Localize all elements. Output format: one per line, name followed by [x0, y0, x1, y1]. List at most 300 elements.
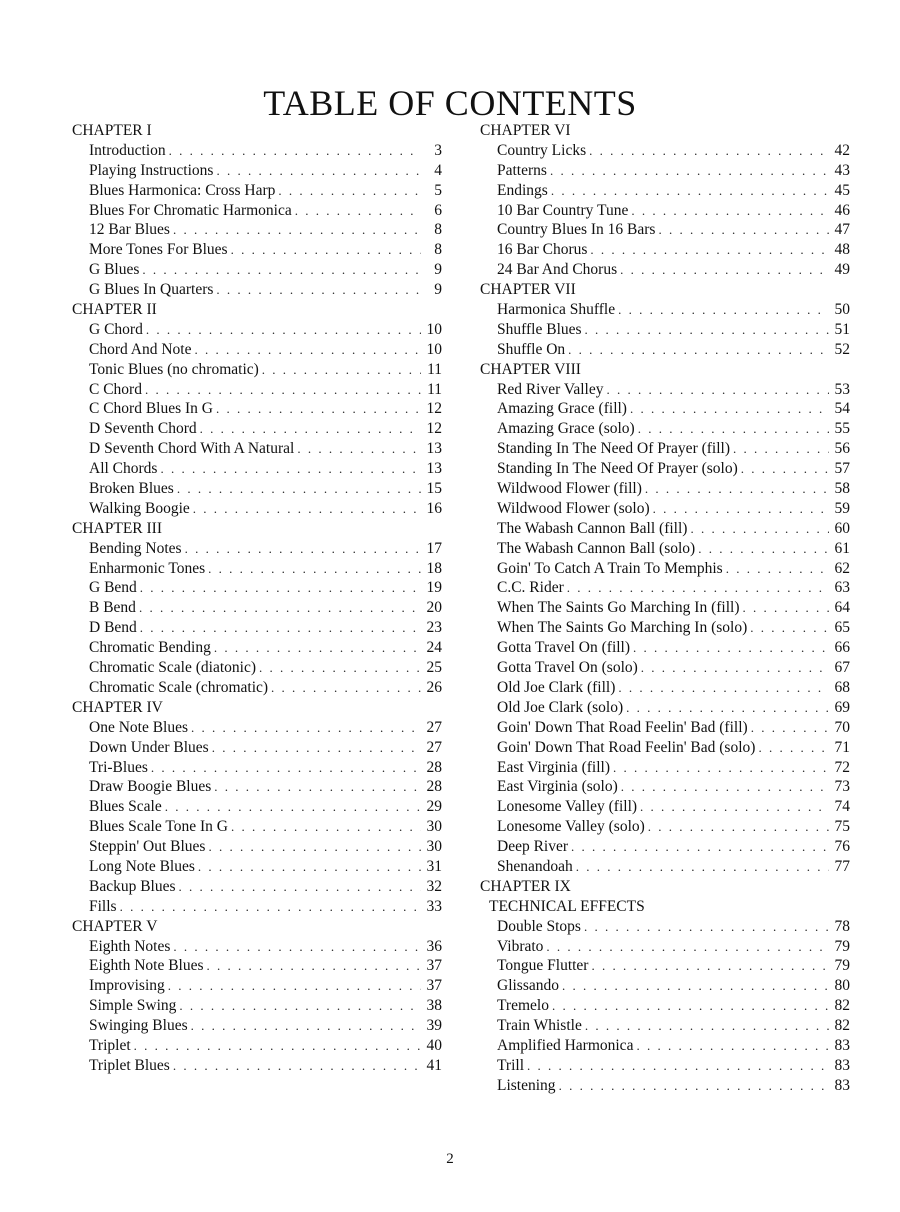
chapter-label: CHAPTER IX — [480, 877, 571, 895]
toc-entry-title: Country Licks — [497, 141, 587, 159]
toc-entry-page: 4 — [434, 161, 442, 179]
toc-entry — [480, 658, 850, 678]
toc-entry-title: Vibrato — [497, 937, 544, 955]
dot-leader — [606, 380, 829, 400]
toc-entry — [480, 340, 850, 360]
toc-entry-title: D Seventh Chord — [89, 420, 197, 438]
dot-leader — [200, 419, 421, 439]
dot-leader — [208, 837, 421, 857]
toc-entry-title: East Virginia (fill) — [497, 758, 611, 776]
toc-entry-page: 73 — [834, 778, 850, 796]
toc-entry-page: 59 — [834, 499, 850, 517]
dot-leader — [621, 777, 829, 797]
dot-leader — [620, 260, 829, 280]
toc-entry — [480, 559, 850, 579]
toc-entry — [72, 360, 442, 380]
toc-entry-title: Eighth Note Blues — [89, 957, 204, 975]
toc-entry — [480, 1036, 850, 1056]
dot-leader — [185, 539, 421, 559]
toc-entry-page: 76 — [834, 838, 850, 856]
chapter-label: CHAPTER III — [72, 519, 162, 537]
toc-entry-page: 10 — [426, 340, 442, 358]
toc-entry-page: 63 — [834, 579, 850, 597]
dot-leader — [589, 141, 829, 161]
dot-leader — [177, 479, 421, 499]
dot-leader — [559, 1076, 829, 1096]
dot-leader — [758, 738, 829, 758]
toc-entry — [480, 260, 850, 280]
toc-entry-page: 27 — [426, 718, 442, 736]
chapter-label: CHAPTER VIII — [480, 360, 581, 378]
dot-leader — [751, 718, 829, 738]
dot-leader — [633, 638, 829, 658]
toc-entry-title: C Chord — [89, 380, 142, 398]
dot-leader — [630, 399, 829, 419]
toc-entry-page: 32 — [426, 877, 442, 895]
dot-leader — [638, 419, 829, 439]
toc-entry-page: 3 — [434, 141, 442, 159]
chapter-label: CHAPTER IV — [72, 698, 163, 716]
toc-entry-page: 41 — [426, 1056, 442, 1074]
toc-entry — [480, 220, 850, 240]
toc-entry — [480, 678, 850, 698]
toc-entry — [480, 937, 850, 957]
toc-entry — [72, 718, 442, 738]
toc-entry-page: 30 — [426, 838, 442, 856]
toc-entry-title: Tongue Flutter — [497, 957, 589, 975]
section-heading — [480, 897, 850, 917]
chapter-heading — [480, 360, 850, 380]
toc-entry — [72, 240, 442, 260]
toc-entry-title: 16 Bar Chorus — [497, 241, 588, 259]
toc-entry-page: 47 — [834, 221, 850, 239]
toc-entry-page: 23 — [426, 619, 442, 637]
toc-entry-title: One Note Blues — [89, 718, 189, 736]
dot-leader — [173, 220, 421, 240]
toc-entry — [72, 141, 442, 161]
toc-entry — [480, 499, 850, 519]
toc-entry — [72, 439, 442, 459]
chapter-heading — [72, 519, 442, 539]
toc-entry-title: C.C. Rider — [497, 579, 564, 597]
toc-entry — [72, 658, 442, 678]
toc-entry-title: Triplet Blues — [89, 1056, 170, 1074]
toc-entry-page: 55 — [834, 420, 850, 438]
chapter-label: CHAPTER V — [72, 917, 158, 935]
toc-entry-title: C Chord Blues In G — [89, 400, 213, 418]
toc-entry-page: 28 — [426, 778, 442, 796]
toc-entry-title: Harmonica Shuffle — [497, 301, 616, 319]
dot-leader — [198, 857, 421, 877]
toc-entry-page: 75 — [834, 818, 850, 836]
toc-entry-page: 57 — [834, 460, 850, 478]
toc-entry-page: 38 — [426, 997, 442, 1015]
toc-entry — [480, 618, 850, 638]
toc-entry-page: 16 — [426, 499, 442, 517]
dot-leader — [160, 459, 421, 479]
toc-entry — [72, 559, 442, 579]
dot-leader — [743, 598, 830, 618]
toc-entry — [480, 439, 850, 459]
toc-entry-page: 8 — [434, 221, 442, 239]
dot-leader — [550, 161, 829, 181]
toc-entry-title: All Chords — [89, 460, 158, 478]
toc-entry-title: Trill — [497, 1056, 525, 1074]
toc-entry-title: Tremelo — [497, 997, 549, 1015]
toc-entry — [72, 220, 442, 240]
chapter-label: CHAPTER VI — [480, 122, 571, 139]
toc-entry — [480, 817, 850, 837]
dot-leader — [216, 399, 421, 419]
toc-entry-page: 51 — [834, 320, 850, 338]
toc-entry-page: 79 — [834, 937, 850, 955]
chapter-heading — [72, 698, 442, 718]
dot-leader — [295, 201, 421, 221]
toc-entry-title: Simple Swing — [89, 997, 177, 1015]
dot-leader — [640, 797, 829, 817]
toc-entry-page: 72 — [834, 758, 850, 776]
toc-entry-page: 9 — [434, 261, 442, 279]
toc-entry-title: When The Saints Go Marching In (fill) — [497, 599, 740, 617]
toc-entry-page: 37 — [426, 957, 442, 975]
toc-entry — [480, 399, 850, 419]
toc-entry-page: 48 — [834, 241, 850, 259]
toc-entry — [72, 857, 442, 877]
toc-entry-page: 66 — [834, 639, 850, 657]
dot-leader — [626, 698, 829, 718]
toc-entry-title: Backup Blues — [89, 877, 176, 895]
toc-entry — [72, 877, 442, 897]
dot-leader — [179, 996, 421, 1016]
toc-entry-title: When The Saints Go Marching In (solo) — [497, 619, 748, 637]
dot-leader — [690, 519, 829, 539]
toc-entry-page: 62 — [834, 559, 850, 577]
dot-leader — [216, 161, 421, 181]
toc-entry — [480, 638, 850, 658]
toc-entry — [72, 1056, 442, 1076]
dot-leader — [271, 678, 421, 698]
dot-leader — [631, 201, 829, 221]
toc-entry — [72, 320, 442, 340]
dot-leader — [259, 658, 421, 678]
toc-entry-page: 12 — [426, 400, 442, 418]
toc-entry-title: Wildwood Flower (solo) — [497, 499, 650, 517]
toc-entry — [72, 758, 442, 778]
dot-leader — [120, 897, 421, 917]
toc-entry-title: Draw Boogie Blues — [89, 778, 212, 796]
toc-entry-page: 60 — [834, 519, 850, 537]
toc-entry — [72, 638, 442, 658]
dot-leader — [168, 976, 421, 996]
chapter-heading — [72, 121, 442, 141]
toc-entry — [480, 718, 850, 738]
chapter-label: CHAPTER II — [72, 301, 157, 319]
toc-entry-title: Blues For Chromatic Harmonica — [89, 201, 292, 219]
dot-leader — [584, 917, 829, 937]
dot-leader — [216, 280, 421, 300]
toc-entry-page: 78 — [834, 917, 850, 935]
toc-entry — [480, 758, 850, 778]
toc-entry-page: 71 — [834, 738, 850, 756]
dot-leader — [165, 797, 421, 817]
toc-entry-page: 54 — [834, 400, 850, 418]
dot-leader — [648, 817, 829, 837]
toc-entry-page: 74 — [834, 798, 850, 816]
toc-entry-page: 33 — [426, 897, 442, 915]
toc-entry-title: Shenandoah — [497, 857, 573, 875]
dot-leader — [173, 1056, 421, 1076]
toc-entry-page: 56 — [834, 440, 850, 458]
toc-entry-title: D Bend — [89, 619, 137, 637]
chapter-heading — [480, 121, 850, 141]
toc-entry — [72, 1036, 442, 1056]
toc-entry — [72, 598, 442, 618]
toc-entry-title: Blues Harmonica: Cross Harp — [89, 181, 276, 199]
toc-entry-title: Endings — [497, 181, 548, 199]
toc-entry — [72, 419, 442, 439]
toc-right-column — [480, 121, 850, 1096]
toc-entry-page: 13 — [426, 440, 442, 458]
toc-entry-page: 13 — [426, 460, 442, 478]
dot-leader — [645, 479, 829, 499]
toc-entry — [72, 181, 442, 201]
toc-entry-page: 5 — [434, 181, 442, 199]
toc-entry — [480, 419, 850, 439]
toc-entry-title: Amazing Grace (fill) — [497, 400, 627, 418]
dot-leader — [169, 141, 421, 161]
toc-entry — [480, 797, 850, 817]
dot-leader — [613, 758, 829, 778]
toc-entry — [480, 956, 850, 976]
toc-entry-title: Train Whistle — [497, 1017, 582, 1035]
dot-leader — [179, 877, 421, 897]
toc-entry-page: 11 — [427, 360, 442, 378]
chapter-heading — [72, 300, 442, 320]
toc-entry — [480, 1016, 850, 1036]
toc-entry — [72, 956, 442, 976]
dot-leader — [562, 976, 829, 996]
toc-entry — [72, 380, 442, 400]
dot-leader — [297, 439, 421, 459]
toc-entry-title: Long Note Blues — [89, 857, 195, 875]
toc-entry-title: Deep River — [497, 838, 569, 856]
dot-leader — [741, 459, 829, 479]
toc-entry-page: 79 — [834, 957, 850, 975]
toc-entry-title: Red River Valley — [497, 380, 604, 398]
chapter-heading — [72, 917, 442, 937]
toc-entry-page: 50 — [834, 301, 850, 319]
dot-leader — [591, 956, 829, 976]
toc-entry — [480, 996, 850, 1016]
toc-entry-title: D Seventh Chord With A Natural — [89, 440, 295, 458]
toc-entry-title: Goin' Down That Road Feelin' Bad (fill) — [497, 718, 748, 736]
dot-leader — [140, 618, 421, 638]
toc-entry-title: Old Joe Clark (fill) — [497, 678, 616, 696]
toc-entry-title: Standing In The Need Of Prayer (solo) — [497, 460, 738, 478]
toc-entry-page: 10 — [426, 320, 442, 338]
toc-entry-page: 82 — [834, 1017, 850, 1035]
toc-entry — [72, 996, 442, 1016]
toc-entry-page: 45 — [834, 181, 850, 199]
toc-entry-title: Eighth Notes — [89, 937, 171, 955]
toc-entry-page: 83 — [834, 1056, 850, 1074]
dot-leader — [527, 1056, 829, 1076]
toc-entry-title: Walking Boogie — [89, 499, 190, 517]
dot-leader — [585, 320, 829, 340]
toc-entry-title: Triplet — [89, 1036, 131, 1054]
toc-entry — [72, 837, 442, 857]
dot-leader — [571, 837, 829, 857]
toc-entry — [72, 539, 442, 559]
toc-entry-title: 24 Bar And Chorus — [497, 261, 618, 279]
toc-entry-page: 11 — [427, 380, 442, 398]
toc-entry-title: Chord And Note — [89, 340, 192, 358]
toc-entry — [72, 578, 442, 598]
toc-entry-title: Glissando — [497, 977, 559, 995]
toc-entry-page: 15 — [426, 480, 442, 498]
toc-entry-title: Double Stops — [497, 917, 581, 935]
dot-leader — [146, 320, 421, 340]
toc-entry — [72, 897, 442, 917]
toc-entry-title: Shuffle On — [497, 340, 566, 358]
toc-entry — [480, 539, 850, 559]
toc-entry — [72, 399, 442, 419]
toc-entry-page: 46 — [834, 201, 850, 219]
toc-entry — [72, 797, 442, 817]
toc-entry — [480, 1076, 850, 1096]
toc-entry-page: 53 — [834, 380, 850, 398]
toc-entry — [72, 479, 442, 499]
toc-entry-title: Introduction — [89, 141, 166, 159]
toc-entry-title: G Blues In Quarters — [89, 281, 214, 299]
toc-entry — [480, 837, 850, 857]
toc-entry-title: Shuffle Blues — [497, 320, 582, 338]
toc-entry-page: 37 — [426, 977, 442, 995]
toc-entry-page: 18 — [426, 559, 442, 577]
toc-entry — [72, 201, 442, 221]
toc-entry — [480, 240, 850, 260]
toc-entry-title: Blues Scale Tone In G — [89, 818, 228, 836]
toc-entry-page: 19 — [426, 579, 442, 597]
toc-entry — [72, 1016, 442, 1036]
toc-entry — [480, 479, 850, 499]
toc-entry — [480, 181, 850, 201]
dot-leader — [658, 220, 829, 240]
toc-entry-page: 43 — [834, 161, 850, 179]
toc-entry-title: Tonic Blues (no chromatic) — [89, 360, 259, 378]
toc-entry-title: The Wabash Cannon Ball (fill) — [497, 519, 688, 537]
toc-entry — [480, 141, 850, 161]
toc-entry-title: Gotta Travel On (fill) — [497, 639, 631, 657]
toc-entry — [72, 738, 442, 758]
dot-leader — [726, 559, 829, 579]
dot-leader — [173, 937, 421, 957]
dot-leader — [193, 499, 421, 519]
dot-leader — [207, 956, 421, 976]
toc-entry — [72, 678, 442, 698]
toc-entry — [72, 618, 442, 638]
toc-entry — [480, 738, 850, 758]
toc-entry-page: 49 — [834, 261, 850, 279]
toc-entry-title: Playing Instructions — [89, 161, 214, 179]
toc-left-column — [72, 121, 442, 1076]
toc-entry-page: 9 — [434, 281, 442, 299]
dot-leader — [641, 658, 829, 678]
toc-entry-page: 24 — [426, 639, 442, 657]
toc-entry — [72, 499, 442, 519]
toc-entry — [480, 161, 850, 181]
toc-entry — [480, 917, 850, 937]
toc-entry — [480, 698, 850, 718]
toc-entry — [480, 1056, 850, 1076]
toc-entry — [480, 777, 850, 797]
toc-entry-title: 12 Bar Blues — [89, 221, 170, 239]
toc-entry — [480, 380, 850, 400]
toc-entry — [480, 300, 850, 320]
toc-entry-title: Lonesome Valley (solo) — [497, 818, 645, 836]
dot-leader — [567, 578, 829, 598]
toc-entry — [480, 578, 850, 598]
toc-entry — [480, 976, 850, 996]
toc-entry — [480, 459, 850, 479]
toc-entry-page: 69 — [834, 698, 850, 716]
dot-leader — [576, 857, 829, 877]
chapter-heading — [480, 877, 850, 897]
toc-entry-title: Listening — [497, 1076, 556, 1094]
chapter-heading — [480, 280, 850, 300]
toc-entry — [72, 817, 442, 837]
toc-entry-title: Blues Scale — [89, 798, 162, 816]
dot-leader — [140, 578, 421, 598]
toc-entry-title: Chromatic Bending — [89, 639, 211, 657]
toc-entry-page: 39 — [426, 1017, 442, 1035]
toc-entry-page: 28 — [426, 758, 442, 776]
toc-entry-title: Fills — [89, 897, 117, 915]
toc-entry-title: Chromatic Scale (chromatic) — [89, 678, 269, 696]
dot-leader — [590, 240, 829, 260]
toc-entry-page: 12 — [426, 420, 442, 438]
toc-entry-page: 20 — [426, 599, 442, 617]
dot-leader — [214, 638, 421, 658]
toc-entry-title: Amazing Grace (solo) — [497, 420, 635, 438]
toc-entry-page: 68 — [834, 678, 850, 696]
dot-leader — [145, 380, 421, 400]
toc-entry-page: 30 — [426, 818, 442, 836]
toc-entry-title: Steppin' Out Blues — [89, 838, 206, 856]
toc-entry-page: 83 — [834, 1036, 850, 1054]
dot-leader — [551, 181, 829, 201]
toc-entry — [72, 280, 442, 300]
toc-entry-page: 8 — [434, 241, 442, 259]
toc-entry-page: 67 — [834, 659, 850, 677]
page-number: 2 — [446, 1151, 454, 1167]
toc-entry — [480, 598, 850, 618]
toc-entry-title: Enharmonic Tones — [89, 559, 206, 577]
toc-entry-title: B Bend — [89, 599, 136, 617]
toc-entry-title: Standing In The Need Of Prayer (fill) — [497, 440, 731, 458]
toc-entry-title: Tri-Blues — [89, 758, 148, 776]
dot-leader — [733, 439, 829, 459]
toc-entry — [480, 320, 850, 340]
toc-entry-page: 65 — [834, 619, 850, 637]
dot-leader — [546, 937, 829, 957]
toc-entry-title: East Virginia (solo) — [497, 778, 618, 796]
toc-entry-title: More Tones For Blues — [89, 241, 228, 259]
toc-entry-title: Down Under Blues — [89, 738, 209, 756]
toc-entry-page: 36 — [426, 937, 442, 955]
toc-entry — [72, 976, 442, 996]
dot-leader — [208, 559, 421, 579]
